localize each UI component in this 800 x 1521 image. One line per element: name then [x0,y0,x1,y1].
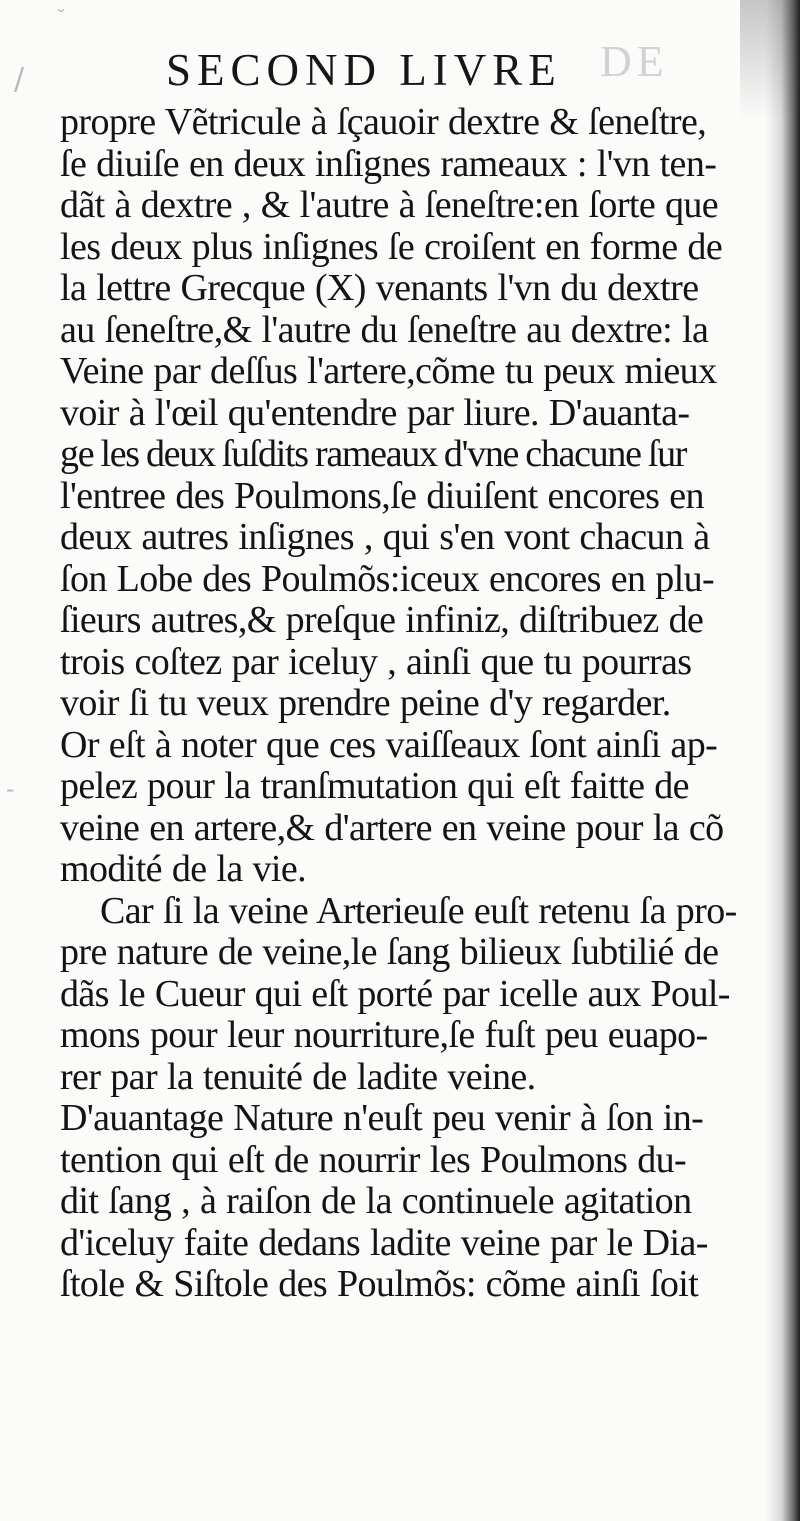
text-line: ſon Lobe des Poulmõs:iceux encores en plu- [60,557,715,600]
text-line: rer par la tenuité de ladite veine. [60,1055,536,1098]
text-line: veine en artere,& d'artere en veine pour la cõ [60,806,724,849]
text-line: ſtole & Siſtole des Poulmõs: cõme ainſi ſoit [60,1263,699,1305]
page-binding-edge [766,0,800,1521]
text-line: les deux plus inſignes ſe croiſent en forme de [60,225,723,268]
text-line: modité de la vie. [60,848,307,890]
text-line: au ſeneſtre,& l'autre du ſeneſtre au dextre: la [60,308,709,351]
text-line: la lettre Grecque (X) venants l'vn du dextre [60,267,699,309]
text-line: dãs le Cueur qui eſt porté par icelle aux Poul- [60,972,730,1015]
running-head: SECOND LIVRE [166,45,562,95]
text-line: mons pour leur nourriture,ſe fuſt peu euapo- [60,1014,708,1056]
text-line: dãt à dextre , & l'autre à ſeneſtre:en ſorte que [60,184,719,226]
text-line: voir à l'œil qu'entendre par liure. D'auanta- [60,391,690,434]
text-line: ſe diuiſe en deux inſignes rameaux : l'vn ten- [60,142,717,185]
text-line: ſieurs autres,& preſque infiniz, diſtribuez de [60,599,704,641]
text-line: l'entree des Poulmons,ſe diuiſent encores en [60,474,704,517]
text-line: trois coſtez par iceluy , ainſi que tu pourras [60,640,692,683]
text-line: deux autres inſignes , qui s'en vont chacun à [60,516,710,558]
text-line: dit ſang , à raiſon de la continuele agitation [60,1180,692,1222]
text-line: Car ſi la veine Arterieuſe euſt retenu ſa pro- [100,889,737,932]
text-line: Or eſt à noter que ces vaiſſeaux ſont ainſi ap- [60,723,718,766]
text-line: pelez pour la tranſmutation qui eſt faitte de [60,765,689,807]
bleed-through-heading: DE [600,37,669,86]
text-line: voir ſi tu veux prendre peine d'y regarder. [60,682,671,724]
text-line: D'auantage Nature n'euſt peu venir à ſon in- [60,1097,704,1139]
text-line: pre nature de veine,le ſang bilieux ſubtilié de [60,931,719,973]
text-line: tention qui eſt de nourrir les Poulmons du- [60,1138,687,1181]
page-body-text [60,102,770,1306]
scan-speck: / [14,62,25,97]
scan-speck: ˘ [56,6,66,30]
scan-speck: - [6,775,15,803]
text-line: ge les deux ſuſdits rameaux d'vne chacune ſur [60,433,687,475]
text-line: Veine par deſſus l'artere,cõme tu peux mieux [60,350,717,392]
text-line: d'iceluy faite dedans ladite veine par le Dia- [60,1221,708,1264]
text-line: propre Vẽtricule à ſçauoir dextre & ſeneſtre, [60,101,707,143]
